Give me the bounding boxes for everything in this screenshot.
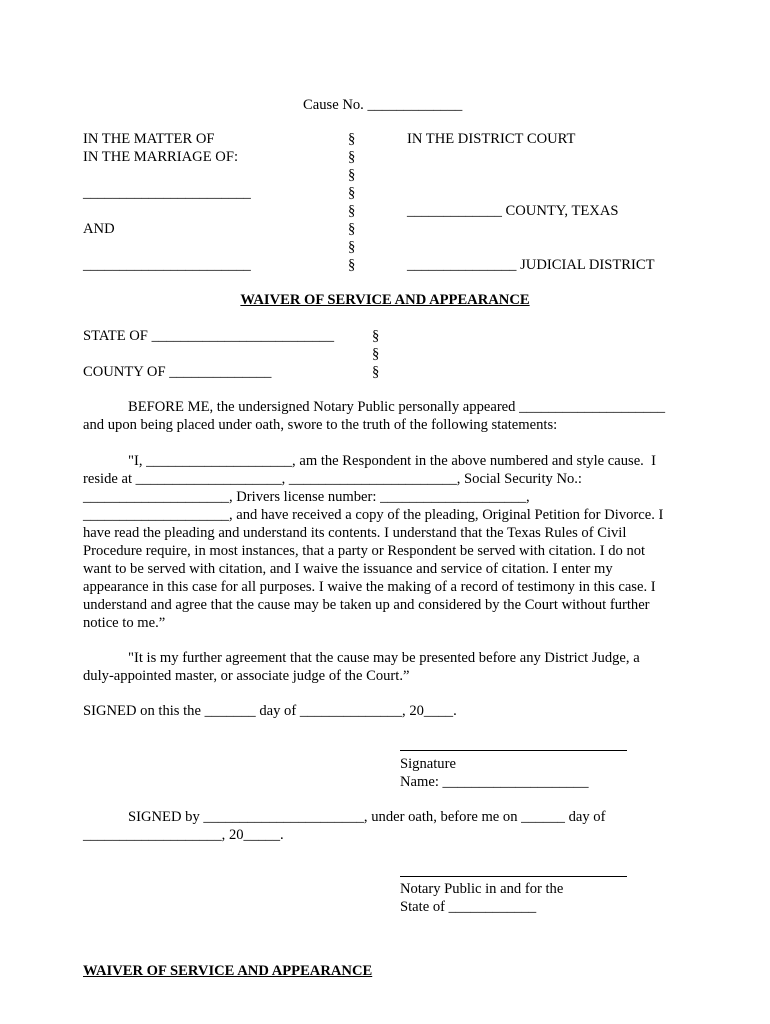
statement-line: Procedure require, in most instances, that a party or Respondent be served with citation. I do not: [83, 543, 646, 559]
notary-state: State of ____________: [400, 899, 537, 915]
section-mark: §: [372, 346, 380, 362]
statement-line: "I, ____________________, am the Respondent in the above numbered and style cause. I: [128, 453, 656, 469]
section-mark: §: [348, 257, 356, 273]
statement-line: ____________________, Drivers license number: ____________________,: [83, 489, 530, 505]
venue-county: COUNTY OF ______________: [83, 364, 272, 380]
caption-and: AND: [83, 221, 115, 237]
intro-line-1: BEFORE ME, the undersigned Notary Public personally appeared ____________________: [128, 399, 666, 415]
petitioner-name-blank: _______________________: [83, 185, 251, 201]
notary-signature-line: [400, 876, 627, 877]
notary-signed-by-line-1: SIGNED by ______________________, under oath, before me on ______ day of: [128, 809, 606, 825]
caption-left-line-2: IN THE MARRIAGE OF:: [83, 149, 238, 165]
section-mark: §: [348, 221, 356, 237]
signature-line: [400, 750, 627, 751]
signature-name: Name: ____________________: [400, 774, 589, 790]
section-mark: §: [372, 364, 380, 380]
statement-line: notice to me.”: [83, 615, 166, 631]
section-mark: §: [348, 131, 356, 147]
section-mark: §: [348, 203, 356, 219]
notary-label: Notary Public in and for the: [400, 881, 564, 897]
section-mark: §: [348, 239, 356, 255]
statement-line: want to be served with citation, and I waive the issuance and service of citation. I enter my: [83, 561, 613, 577]
respondent-name-blank: _______________________: [83, 257, 251, 273]
agreement-line-2: duly-appointed master, or associate judge of the Court.”: [83, 668, 410, 684]
statement-line: ____________________, and have received a copy of the pleading, Original Petition for Divorce. I: [83, 507, 664, 523]
section-mark: §: [348, 167, 356, 183]
signed-on-date: SIGNED on this the _______ day of ______________, 20____.: [83, 703, 457, 719]
section-mark: §: [348, 149, 356, 165]
caption-left-line-1: IN THE MATTER OF: [83, 131, 215, 147]
statement-line: appearance in this case for all purposes. I waive the making of a record of testimony in this case. I: [83, 579, 656, 595]
signature-label: Signature: [400, 756, 456, 772]
footer-title: WAIVER OF SERVICE AND APPEARANCE: [83, 963, 373, 979]
statement-line: understand and agree that the cause may be taken up and considered by the Court without further: [83, 597, 650, 613]
cause-number: Cause No. _____________: [303, 97, 463, 113]
court-name: IN THE DISTRICT COURT: [407, 131, 576, 147]
judicial-district: _______________ JUDICIAL DISTRICT: [407, 257, 655, 273]
statement-line: have read the pleading and understand its contents. I understand that the Texas Rules of Civil: [83, 525, 627, 541]
county-texas: _____________ COUNTY, TEXAS: [407, 203, 619, 219]
statement-line: reside at ____________________, _______________________, Social Security No.:: [83, 471, 582, 487]
agreement-line-1: "It is my further agreement that the cause may be presented before any District Judge, a: [128, 650, 640, 666]
intro-line-2: and upon being placed under oath, swore to the truth of the following statements:: [83, 417, 558, 433]
notary-signed-by-line-2: ___________________, 20_____.: [83, 827, 284, 843]
section-mark: §: [348, 185, 356, 201]
document-title: WAIVER OF SERVICE AND APPEARANCE: [240, 292, 530, 308]
section-mark: §: [372, 328, 380, 344]
venue-state: STATE OF _________________________: [83, 328, 334, 344]
